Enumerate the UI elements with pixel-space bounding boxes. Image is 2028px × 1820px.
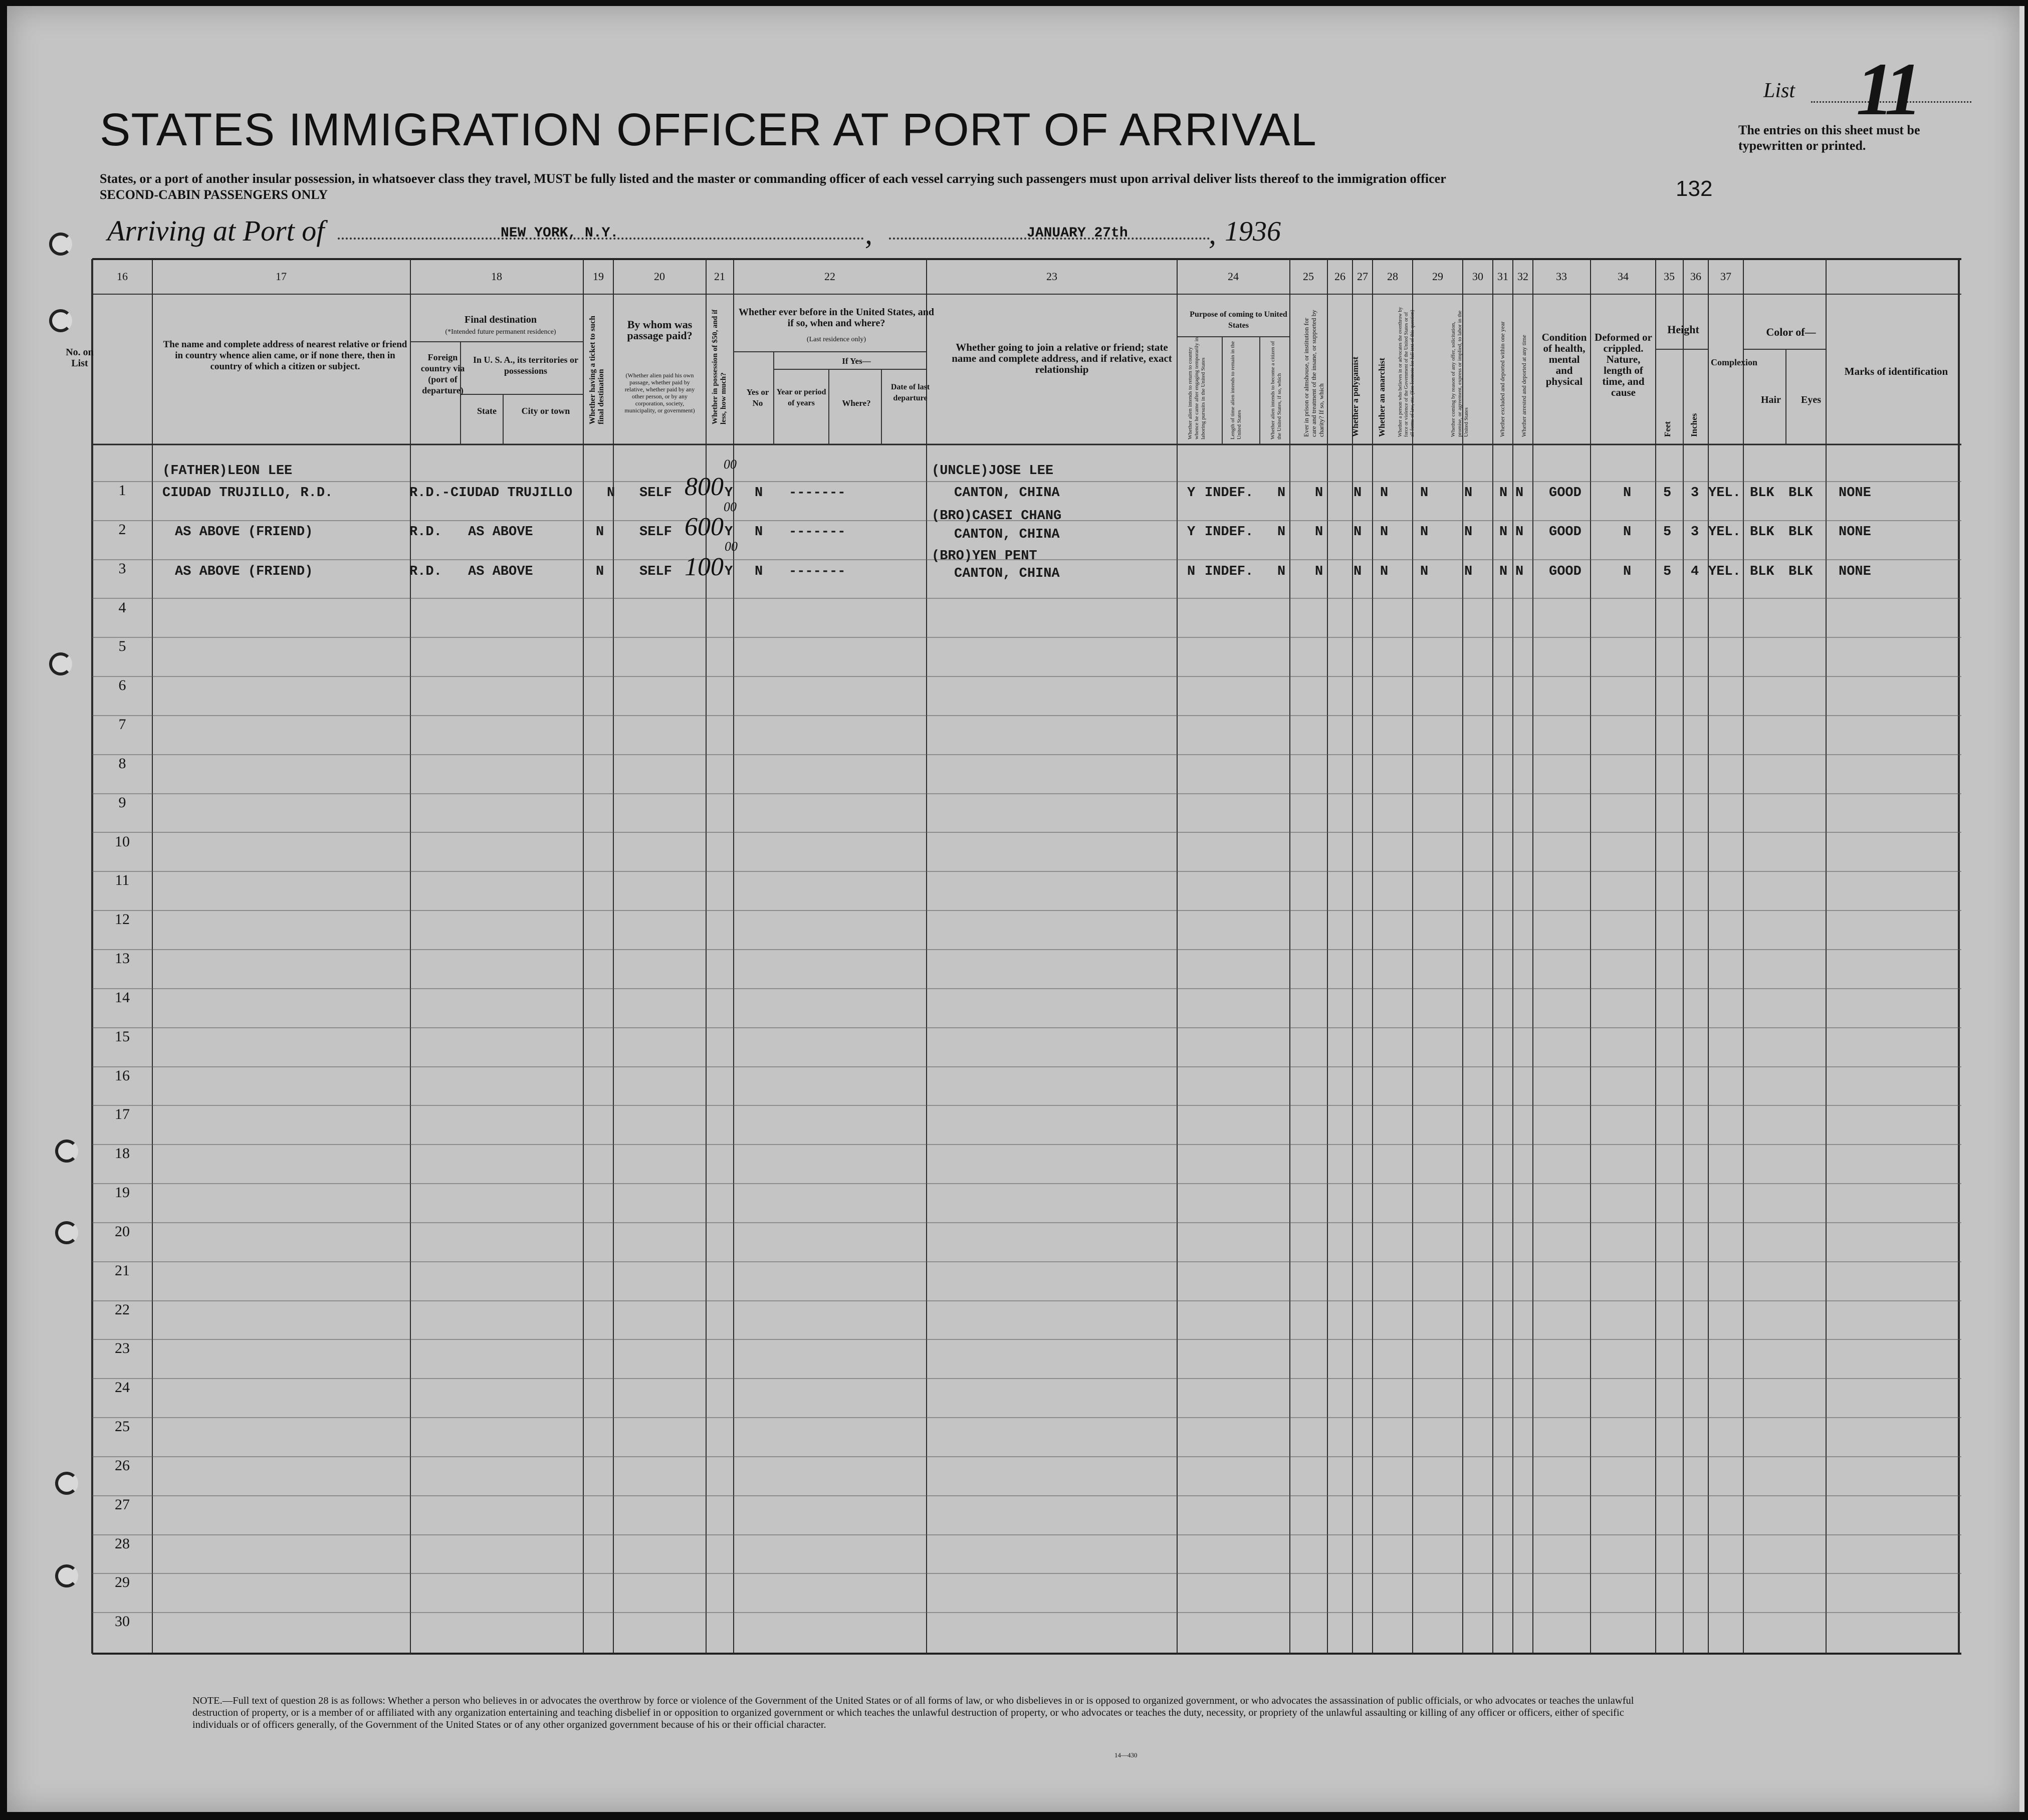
been-before: N bbox=[755, 564, 763, 579]
eye-color: BLK bbox=[1788, 525, 1813, 540]
q28: N bbox=[1420, 486, 1429, 501]
deformed: N bbox=[1623, 486, 1632, 501]
column-number-32: 32 bbox=[1517, 270, 1528, 283]
length-of-stay: INDEF. bbox=[1205, 486, 1254, 501]
q30: N bbox=[1499, 564, 1508, 579]
health: GOOD bbox=[1549, 564, 1582, 579]
citizen: N bbox=[1277, 525, 1286, 540]
q29: N bbox=[1464, 525, 1473, 540]
header-q30: Whether excluded and deported within one year bbox=[1499, 321, 1506, 437]
identification-marks: NONE bbox=[1839, 525, 1871, 540]
row-number-16: 16 bbox=[115, 1067, 130, 1084]
list-label: List bbox=[1763, 79, 1795, 102]
row-number-12: 12 bbox=[115, 911, 130, 928]
list-number: 11 bbox=[1856, 48, 1917, 131]
row-number-13: 13 bbox=[115, 950, 130, 967]
subtitle-class: SECOND-CABIN PASSENGERS ONLY bbox=[100, 187, 328, 202]
q31: N bbox=[1515, 564, 1524, 579]
q28: N bbox=[1420, 564, 1429, 579]
comma-separator-2: , bbox=[1209, 217, 1216, 250]
column-number-25: 25 bbox=[1303, 270, 1314, 283]
height-feet: 5 bbox=[1663, 564, 1672, 579]
eye-color: BLK bbox=[1788, 486, 1813, 501]
polygamist: N bbox=[1354, 486, 1362, 501]
header-final-destination-sub: (*Intended future permanent residence) bbox=[445, 328, 556, 336]
header-last-residence: (Last residence only) bbox=[806, 336, 866, 343]
header-height: Height bbox=[1667, 323, 1699, 336]
row-number-3: 3 bbox=[118, 560, 126, 577]
row-number-24: 24 bbox=[115, 1379, 130, 1396]
length-of-stay: INDEF. bbox=[1205, 525, 1254, 540]
hair-color: BLK bbox=[1750, 486, 1774, 501]
money-cents: 00 bbox=[724, 500, 737, 514]
page-title: STATES IMMIGRATION OFFICER AT PORT OF ARRIVAL bbox=[100, 104, 1317, 155]
header-passage-paid-note: (Whether alien paid his own passage, whether paid by relative, whether paid by any other person, or by any corporation, society, municipality, or government) bbox=[624, 372, 695, 414]
column-number-33: 33 bbox=[1556, 270, 1567, 283]
relative-name: AS ABOVE (FRIEND) bbox=[175, 564, 313, 579]
row-number-20: 20 bbox=[115, 1223, 130, 1240]
column-number-23: 23 bbox=[1046, 270, 1057, 283]
join-name: (BRO)CASEI CHANG bbox=[932, 509, 1062, 524]
been-before: N bbox=[755, 486, 763, 501]
subtitle-instructions: States, or a port of another insular possession, in whatsoever class they travel, MUST be fully listed and the master or commanding officer of each vessel carrying such passengers must upon arrival deliver lists thereof to the immigration officer bbox=[100, 171, 1446, 186]
been-before: N bbox=[755, 525, 763, 540]
paid-by: SELF bbox=[639, 486, 672, 501]
row-number-9: 9 bbox=[118, 794, 126, 811]
prison: N bbox=[1315, 486, 1323, 501]
header-final-destination: Final destination bbox=[465, 314, 537, 325]
row-number-19: 19 bbox=[115, 1184, 130, 1201]
row-number-8: 8 bbox=[118, 755, 126, 772]
header-q28: Whether a person who believes in or advocates the overthrow by force or violence of the Government of the United States or of all forms of law, etc. (See footnote for full text of this question) bbox=[1398, 307, 1415, 437]
row-number-26: 26 bbox=[115, 1457, 130, 1474]
arrival-year: 1936 bbox=[1225, 216, 1281, 247]
identification-marks: NONE bbox=[1839, 564, 1871, 579]
height-inches: 4 bbox=[1691, 564, 1699, 579]
polygamist: N bbox=[1354, 525, 1362, 540]
relative-name: (FATHER)LEON LEE bbox=[162, 464, 293, 479]
money-flag: Y bbox=[725, 525, 733, 540]
header-polygamist: Whether a polygamist bbox=[1350, 356, 1360, 437]
eye-color: BLK bbox=[1788, 564, 1813, 579]
purpose: Y bbox=[1187, 525, 1196, 540]
header-date-departure: Date of last departure bbox=[890, 383, 930, 402]
header-if-yes: If Yes— bbox=[842, 356, 871, 366]
join-address: CANTON, CHINA bbox=[954, 566, 1060, 581]
q31: N bbox=[1515, 525, 1524, 540]
header-foreign-country: Foreign country via (port of departure) bbox=[420, 352, 465, 395]
header-nearest-relative: The name and complete address of nearest relative or friend in country whence alien came, or if none there, then in country of which a citizen or subject. bbox=[163, 339, 407, 372]
column-number-26: 26 bbox=[1334, 270, 1345, 283]
arrival-date: JANUARY 27th bbox=[1027, 225, 1128, 241]
header-where: Where? bbox=[842, 398, 871, 408]
destination-city: AS ABOVE bbox=[468, 525, 533, 540]
header-state: State bbox=[477, 406, 497, 416]
header-prison: Ever in prison or almshouse, or institution for care and treatment of the insane, or supported by charity? If so, which bbox=[1302, 310, 1325, 437]
deformed: N bbox=[1623, 564, 1632, 579]
header-ticket: Whether having a ticket to such final destination bbox=[588, 315, 605, 424]
column-number-35: 35 bbox=[1664, 270, 1675, 283]
purpose: Y bbox=[1187, 486, 1196, 501]
header-period: Year or period of years bbox=[776, 388, 826, 407]
height-inches: 3 bbox=[1691, 525, 1699, 540]
join-name: (BRO)YEN PENT bbox=[932, 549, 1037, 564]
column-number-20: 20 bbox=[654, 270, 665, 283]
header-health: Condition of health, mental and physical bbox=[1541, 331, 1587, 387]
header-passage-paid: By whom was passage paid? bbox=[627, 318, 693, 342]
join-name: (UNCLE)JOSE LEE bbox=[932, 464, 1054, 479]
height-feet: 5 bbox=[1663, 525, 1672, 540]
row-number-30: 30 bbox=[115, 1613, 130, 1630]
destination-city: CIUDAD TRUJILLO bbox=[450, 486, 573, 501]
deformed: N bbox=[1623, 525, 1632, 540]
header-ever-before: Whether ever before in the United States, and if so, when and where? bbox=[739, 307, 934, 329]
column-number-16: 16 bbox=[117, 270, 128, 283]
header-q29: Whether coming by reason of any offer, solicitation, promise, or agreement, express or implied, to labor in the United States bbox=[1450, 310, 1469, 437]
header-purpose-b: Length of time alien intends to remain in the United States bbox=[1230, 341, 1242, 439]
relative-address: CIUDAD TRUJILLO, R.D. bbox=[162, 486, 333, 501]
money-cents: 00 bbox=[725, 539, 738, 554]
hair-color: BLK bbox=[1750, 525, 1774, 540]
column-number-19: 19 bbox=[593, 270, 604, 283]
header-no-on-list: No. on List bbox=[66, 347, 94, 369]
header-inches: Inches bbox=[1689, 413, 1699, 437]
row-number-1: 1 bbox=[118, 482, 126, 499]
join-address: CANTON, CHINA bbox=[954, 527, 1060, 542]
header-anarchist: Whether an anarchist bbox=[1377, 357, 1387, 437]
header-marks: Marks of identification bbox=[1844, 365, 1948, 377]
column-number-34: 34 bbox=[1618, 270, 1629, 283]
paid-by: SELF bbox=[639, 564, 672, 579]
row-number-2: 2 bbox=[118, 521, 126, 538]
column-number-28: 28 bbox=[1387, 270, 1398, 283]
row-number-27: 27 bbox=[115, 1496, 130, 1513]
destination-city: AS ABOVE bbox=[468, 564, 533, 579]
prison: N bbox=[1315, 525, 1323, 540]
row-number-7: 7 bbox=[118, 716, 126, 733]
footnote-question-28: NOTE.—Full text of question 28 is as follows: Whether a person who believes in or advocates the overthrow by force or violence of the Government of the United States or of all forms of law, or who disbelieves in or is opposed to organized government, or who advocates the assassination of public officials, or who advocates or teaches the unlawful destruction of property, or is a member of or affiliated with any organization entertaining and teaching disbelief in or opposition to organized government or which teaches the unlawful destruction of property, or who advocates or teaches the duty, necessity, or propriety of the unlawful assaulting or killing of any officer or officers, either of specific individuals or of officers generally, of the Government of the United States or of any other organized government because of his or their official character. bbox=[192, 1695, 1634, 1730]
page-number: 132 bbox=[1676, 176, 1713, 201]
row-number-15: 15 bbox=[115, 1028, 130, 1045]
header-hair: Hair bbox=[1761, 394, 1781, 405]
foreign-country: R.D. bbox=[409, 525, 442, 540]
header-yes-no: Yes or No bbox=[746, 387, 769, 408]
row-number-14: 14 bbox=[115, 989, 130, 1006]
ticket: N bbox=[607, 486, 615, 501]
column-number-24: 24 bbox=[1228, 270, 1239, 283]
q29: N bbox=[1464, 564, 1473, 579]
q30: N bbox=[1499, 525, 1508, 540]
q31: N bbox=[1515, 486, 1524, 501]
column-number-29: 29 bbox=[1432, 270, 1443, 283]
relative-name: AS ABOVE (FRIEND) bbox=[175, 525, 313, 540]
header-deformed: Deformed or crippled. Nature, length of time, and cause bbox=[1595, 331, 1652, 398]
money-flag: Y bbox=[725, 564, 733, 579]
row-number-11: 11 bbox=[115, 872, 130, 888]
q28: N bbox=[1420, 525, 1429, 540]
money-cents: 00 bbox=[724, 457, 737, 472]
column-number-37: 37 bbox=[1720, 270, 1731, 283]
header-join-relative: Whether going to join a relative or friend; state name and complete address, and if relative, exact relationship bbox=[952, 341, 1172, 375]
money-flag: Y bbox=[725, 486, 733, 501]
purpose: N bbox=[1187, 564, 1196, 579]
row-number-22: 22 bbox=[115, 1301, 130, 1318]
anarchist: N bbox=[1380, 564, 1389, 579]
foreign-country: R.D.- bbox=[409, 486, 450, 501]
length-of-stay: INDEF. bbox=[1205, 564, 1254, 579]
identification-marks: NONE bbox=[1839, 486, 1871, 501]
form-number: 14—430 bbox=[1114, 1751, 1138, 1759]
q29: N bbox=[1464, 486, 1473, 501]
polygamist: N bbox=[1354, 564, 1362, 579]
row-number-23: 23 bbox=[115, 1340, 130, 1356]
header-complexion: Complexion bbox=[1711, 357, 1758, 367]
citizen: N bbox=[1277, 486, 1286, 501]
paid-by: SELF bbox=[639, 525, 672, 540]
port-value: NEW YORK, N.Y. bbox=[501, 225, 619, 241]
header-feet: Feet bbox=[1663, 421, 1672, 437]
header-q31: Whether arrested and deported at any time bbox=[1520, 335, 1527, 437]
column-number-30: 30 bbox=[1472, 270, 1483, 283]
row-number-6: 6 bbox=[118, 677, 126, 694]
dashes: ------- bbox=[789, 564, 846, 579]
header-purpose: Purpose of coming to United States bbox=[1190, 310, 1287, 330]
health: GOOD bbox=[1549, 486, 1582, 501]
entries-note: The entries on this sheet must be typewritten or printed. bbox=[1738, 123, 1920, 153]
column-number-18: 18 bbox=[491, 270, 502, 283]
money-amount: 100 bbox=[685, 553, 724, 581]
manifest-sheet bbox=[7, 6, 2024, 1812]
anarchist: N bbox=[1380, 486, 1389, 501]
complexion: YEL. bbox=[1708, 525, 1741, 540]
header-color: Color of— bbox=[1766, 326, 1816, 338]
foreign-country: R.D. bbox=[409, 564, 442, 579]
dashes: ------- bbox=[789, 486, 846, 501]
header-city: City or town bbox=[521, 406, 570, 416]
column-number-31: 31 bbox=[1497, 270, 1508, 283]
height-inches: 3 bbox=[1691, 486, 1699, 501]
money-amount: 800 bbox=[685, 473, 724, 501]
row-number-4: 4 bbox=[118, 599, 126, 616]
height-feet: 5 bbox=[1663, 486, 1672, 501]
citizen: N bbox=[1277, 564, 1286, 579]
row-number-21: 21 bbox=[115, 1262, 130, 1279]
arriving-port-label: Arriving at Port of bbox=[107, 214, 325, 247]
dashes: ------- bbox=[789, 525, 846, 540]
row-number-18: 18 bbox=[115, 1145, 130, 1162]
ticket: N bbox=[596, 564, 604, 579]
column-number-17: 17 bbox=[276, 270, 287, 283]
anarchist: N bbox=[1380, 525, 1389, 540]
ticket: N bbox=[596, 525, 604, 540]
column-number-27: 27 bbox=[1357, 270, 1368, 283]
column-number-22: 22 bbox=[824, 270, 835, 283]
money-amount: 600 bbox=[685, 513, 724, 541]
hair-color: BLK bbox=[1750, 564, 1774, 579]
complexion: YEL. bbox=[1708, 564, 1741, 579]
header-eyes: Eyes bbox=[1801, 394, 1821, 405]
header-possession-50: Whether in possession of $50, and if less, how much? bbox=[711, 309, 728, 424]
row-number-28: 28 bbox=[115, 1535, 130, 1552]
row-number-10: 10 bbox=[115, 833, 130, 850]
column-number-36: 36 bbox=[1690, 270, 1701, 283]
header-purpose-c: Whether alien intends to become a citizen of the United States, if so, which bbox=[1270, 341, 1282, 439]
health: GOOD bbox=[1549, 525, 1582, 540]
row-number-5: 5 bbox=[118, 638, 126, 654]
header-in-usa: In U. S. A., its territories or possessions bbox=[473, 355, 578, 376]
complexion: YEL. bbox=[1708, 486, 1741, 501]
row-number-17: 17 bbox=[115, 1106, 130, 1122]
column-number-21: 21 bbox=[714, 270, 725, 283]
header-purpose-a: Whether alien intends to return to country whence he came after engaging temporarily in laboring pursuits in the United States bbox=[1187, 337, 1206, 439]
join-address: CANTON, CHINA bbox=[954, 486, 1060, 501]
row-number-25: 25 bbox=[115, 1418, 130, 1435]
comma-separator: , bbox=[865, 217, 872, 250]
q30: N bbox=[1499, 486, 1508, 501]
row-number-29: 29 bbox=[115, 1574, 130, 1590]
prison: N bbox=[1315, 564, 1323, 579]
